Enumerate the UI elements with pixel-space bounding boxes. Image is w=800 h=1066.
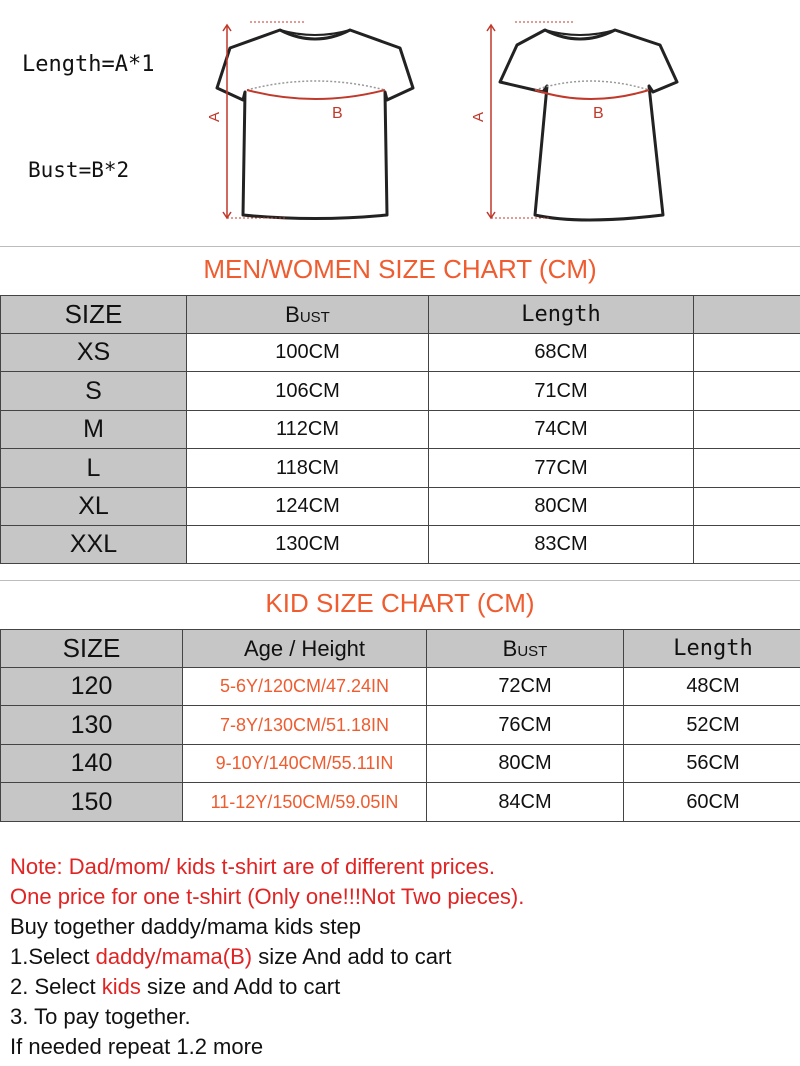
label-b: B — [332, 105, 343, 122]
table-row — [1, 372, 800, 411]
table-header-row — [1, 296, 800, 334]
bust-cell: 118CM — [187, 449, 429, 488]
length-cell: 74CM — [429, 411, 694, 449]
table-row — [1, 745, 800, 783]
note-highlight: daddy/mama(B) — [95, 944, 253, 969]
bust-cell: 80CM — [427, 745, 624, 783]
bust-cell: 100CM — [187, 334, 429, 372]
note-text: 2. Select — [10, 974, 102, 999]
table-row — [1, 668, 800, 706]
length-cell: 83CM — [429, 526, 694, 564]
header-size: SIZE — [1, 630, 183, 668]
label-b: B — [593, 105, 604, 122]
bust-cell: 106CM — [187, 372, 429, 411]
header-size: SIZE — [1, 296, 187, 334]
size-cell: XS — [1, 334, 187, 372]
label-a: A — [206, 111, 223, 122]
empty-cell — [694, 526, 800, 564]
note-text: size and Add to cart — [140, 974, 341, 999]
length-cell: 48CM — [624, 668, 800, 706]
length-cell: 77CM — [429, 449, 694, 488]
size-cell: XXL — [1, 526, 187, 564]
note-line: If needed repeat 1.2 more — [10, 1034, 264, 1059]
size-cell: L — [1, 449, 187, 488]
length-cell: 68CM — [429, 334, 694, 372]
size-cell: 140 — [1, 745, 183, 783]
mens-tshirt-diagram — [195, 0, 435, 230]
bust-cell: 76CM — [427, 706, 624, 745]
table-row — [1, 706, 800, 745]
header-bust: Bust — [187, 296, 429, 334]
note-line — [10, 942, 524, 972]
length-cell: 71CM — [429, 372, 694, 411]
header-empty — [694, 296, 800, 334]
table-row — [1, 526, 800, 564]
age-height-cell: 5-6Y/120CM/47.24IN — [183, 668, 427, 706]
womens-tshirt-diagram — [455, 0, 695, 230]
note-text: 1.Select — [10, 944, 96, 969]
empty-cell — [694, 334, 800, 372]
header-length: Length — [429, 296, 694, 334]
size-cell: 150 — [1, 783, 183, 822]
bust-formula: Bust=B*2 — [28, 158, 130, 182]
label-a: A — [470, 111, 487, 122]
length-cell: 60CM — [624, 783, 800, 822]
purchase-notes — [10, 852, 524, 1062]
age-height-cell: 9-10Y/140CM/55.11IN — [183, 745, 427, 783]
bust-cell: 112CM — [187, 411, 429, 449]
header-length: Length — [624, 630, 800, 668]
note-line: One price for one t-shirt (Only one!!!Not Two pieces). — [10, 884, 525, 909]
table-row — [1, 334, 800, 372]
table-row — [1, 411, 800, 449]
bust-cell: 72CM — [427, 668, 624, 706]
kid-size-table — [0, 629, 800, 822]
note-line: Note: Dad/mom/ kids t-shirt are of different prices. — [10, 854, 495, 879]
age-height-cell: 7-8Y/130CM/51.18IN — [183, 706, 427, 745]
length-formula: Length=A*1 — [22, 52, 155, 77]
empty-cell — [694, 449, 800, 488]
size-cell: 130 — [1, 706, 183, 745]
bust-cell: 124CM — [187, 488, 429, 526]
adult-size-table — [0, 295, 800, 564]
age-height-cell: 11-12Y/150CM/59.05IN — [183, 783, 427, 822]
size-cell: 120 — [1, 668, 183, 706]
table-row — [1, 488, 800, 526]
note-line: Buy together daddy/mama kids step — [10, 914, 361, 939]
table-header-row — [1, 630, 800, 668]
note-line — [10, 972, 524, 1002]
size-cell: S — [1, 372, 187, 411]
adult-chart-title: MEN/WOMEN SIZE CHART (CM) — [203, 254, 597, 284]
empty-cell — [694, 488, 800, 526]
bust-cell: 130CM — [187, 526, 429, 564]
header-bust: Bust — [427, 630, 624, 668]
header-age-height: Age / Height — [183, 630, 427, 668]
note-highlight: kids — [101, 974, 141, 999]
length-cell: 52CM — [624, 706, 800, 745]
divider — [0, 246, 800, 247]
note-line: 3. To pay together. — [10, 1004, 191, 1029]
table-row — [1, 449, 800, 488]
kid-chart-title: KID SIZE CHART (CM) — [265, 588, 535, 618]
length-cell: 80CM — [429, 488, 694, 526]
divider — [0, 580, 800, 581]
bust-cell: 84CM — [427, 783, 624, 822]
note-text: size And add to cart — [252, 944, 452, 969]
size-cell: M — [1, 411, 187, 449]
table-row — [1, 783, 800, 822]
length-cell: 56CM — [624, 745, 800, 783]
empty-cell — [694, 372, 800, 411]
size-cell: XL — [1, 488, 187, 526]
empty-cell — [694, 411, 800, 449]
